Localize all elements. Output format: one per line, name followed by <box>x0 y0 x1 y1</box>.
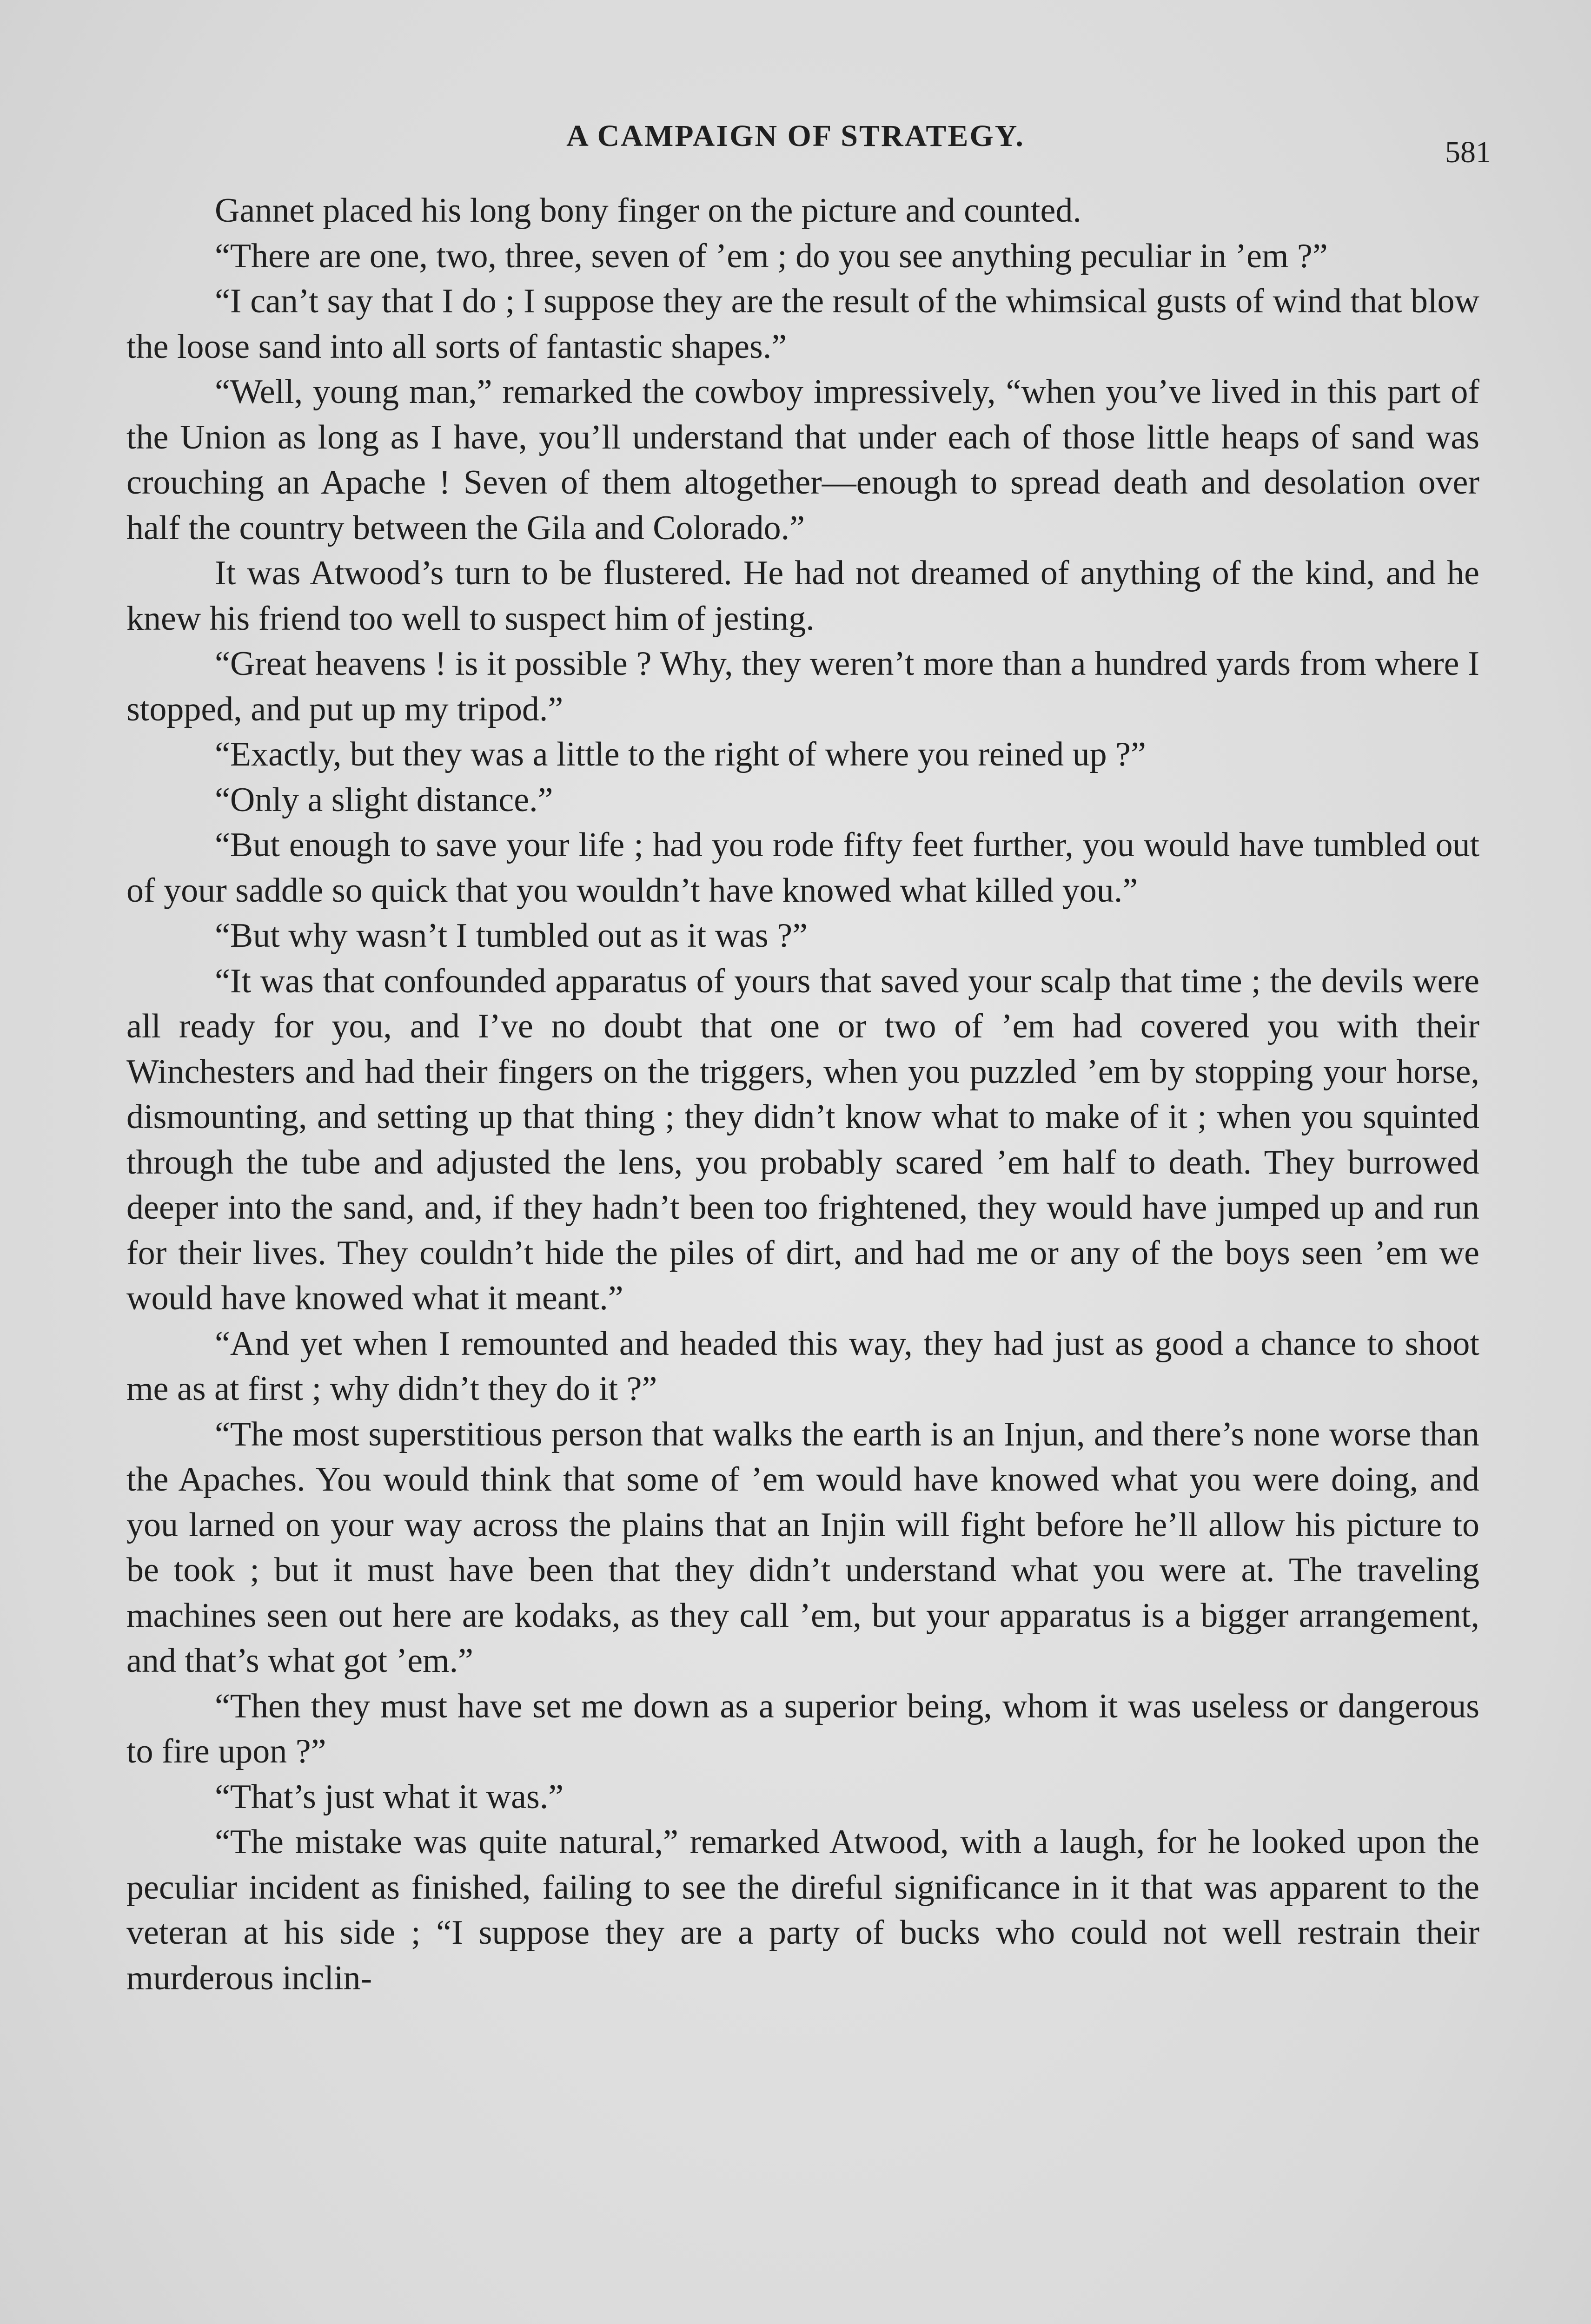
paragraph: “Only a slight distance.” <box>215 780 553 819</box>
paragraph: “And yet when I remounted and headed this way, they had just as good a chance to shoot me as at first ; why didn’t they do it ?” <box>126 1324 1479 1408</box>
page-number: 581 <box>1445 135 1491 169</box>
paragraph: “I can’t say that I do ; I suppose they are the result of the whimsical gusts of wind that blow the loose sand into all sorts of fantastic shapes.” <box>126 282 1479 366</box>
paragraph: “But why wasn’t I tumbled out as it was ?” <box>215 917 808 955</box>
paragraph: “But enough to save your life ; had you rode fifty feet further, you would have tumbled out of your saddle so quick that you wouldn’t have knowed what killed you.” <box>126 826 1479 910</box>
paragraph: “The mistake was quite natural,” remarked Atwood, with a laugh, for he looked upon the peculiar incident as finished, failing to see the direful significance in it that was apparent to the veteran at his side ; “I suppose they are a party of bucks who could not well restrain their murderous inclin- <box>126 1823 1479 1997</box>
paragraph: “Great heavens ! is it possible ? Why, they weren’t more than a hundred yards from where I stopped, and put up my tripod.” <box>126 645 1479 728</box>
paragraph: “Well, young man,” remarked the cowboy impressively, “when you’ve lived in this part of the Union as long as I have, you’ll understand that under each of those little heaps of sand was crouching an Apache ! Seven of them altogether—enough to spread death and desolation over half the country between the Gila and Colorado.” <box>126 373 1479 547</box>
paragraph: “That’s just what it was.” <box>215 1777 564 1816</box>
running-head: A CAMPAIGN OF STRATEGY. <box>566 119 1025 153</box>
paragraph: “There are one, two, three, seven of ’em ; do you see anything peculiar in ’em ?” <box>215 237 1328 275</box>
paragraph: “Exactly, but they was a little to the right of where you reined up ?” <box>215 735 1146 773</box>
paragraph: “It was that confounded apparatus of yours that saved your scalp that time ; the devils were all ready for you, and I’ve no doubt that one or two of ’em had covered you with their Winchesters and had their fingers on the triggers, when you puzzled ’em by stopping your horse, dismounting, and setting up that thing ; they didn’t know what to make of it ; when you squinted through the tube and adjusted the lens, you probably scared ’em half to death. They burrowed deeper into the sand, and, if they hadn’t been too frightened, they would have jumped up and run for their lives. They couldn’t hide the piles of dirt, and had me or any of the boys seen ’em we would have knowed what it meant.” <box>126 962 1479 1317</box>
paragraph: Gannet placed his long bony finger on the picture and counted. <box>215 191 1081 230</box>
paragraph: “The most superstitious person that walks the earth is an Injun, and there’s none worse than the Apaches. You would think that some of ’em would have knowed what you were doing, and you larned on your way across the plains that an Injin will fight before he’ll allow his picture to be took ; but it must have been that they didn’t understand what you were at. The traveling machines seen out here are kodaks, as they call ’em, but your apparatus is a bigger arrangement, and that’s what got ’em.” <box>126 1415 1479 1680</box>
body-text <box>126 188 1479 2001</box>
paragraph: “Then they must have set me down as a superior being, whom it was useless or dangerous to fire upon ?” <box>126 1687 1479 1770</box>
paragraph: It was Atwood’s turn to be flustered. He had not dreamed of anything of the kind, and he knew his friend too well to suspect him of jesting. <box>126 554 1479 638</box>
